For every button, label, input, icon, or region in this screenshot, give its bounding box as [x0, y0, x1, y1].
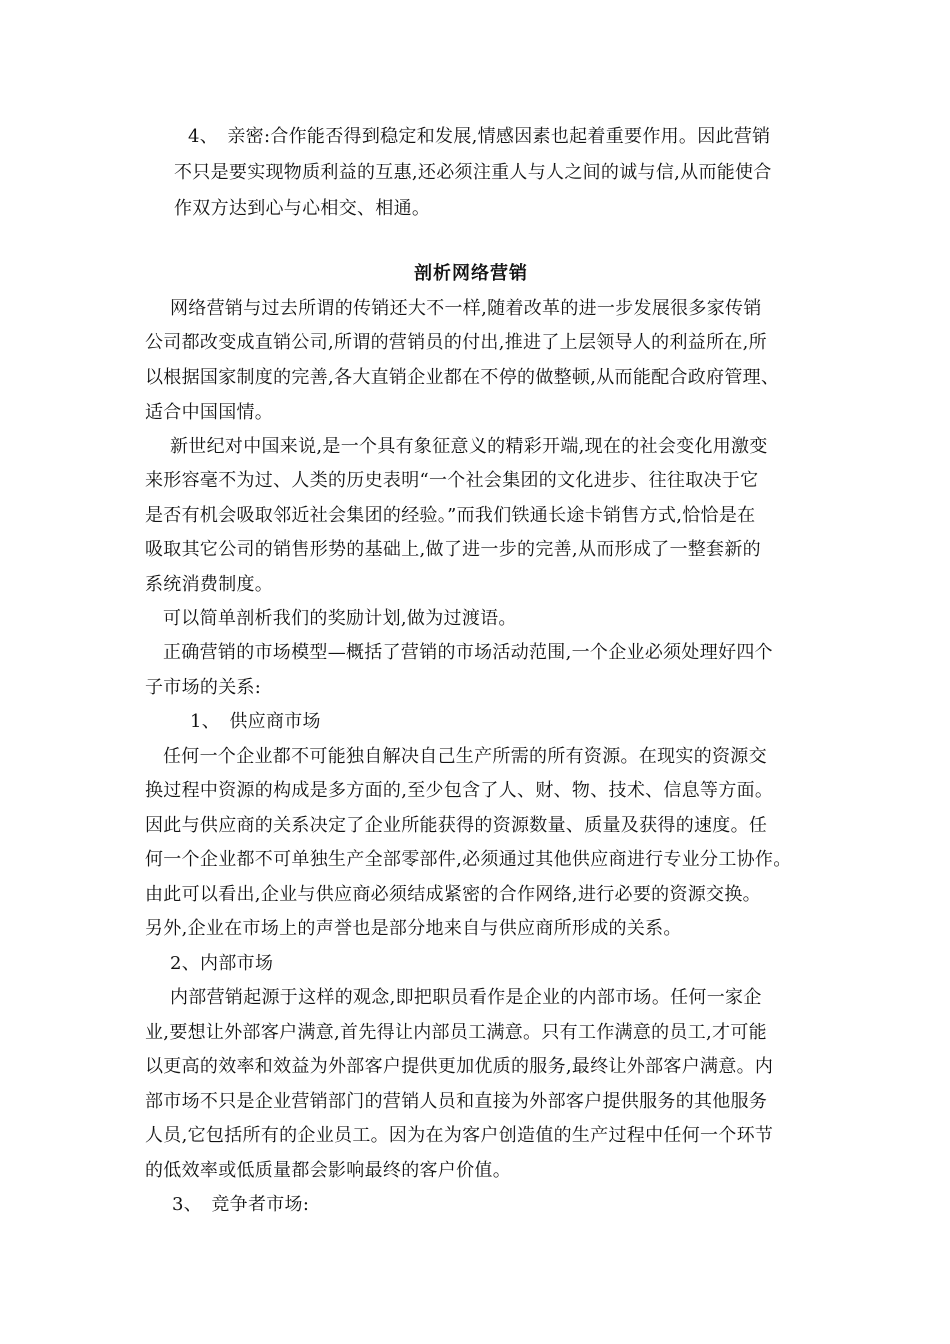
- text-line: 换过程中资源的构成是多方面的,至少包含了人、财、物、技术、信息等方面。: [145, 780, 774, 801]
- text-line: 作双方达到心与心相交、相通。: [174, 198, 431, 219]
- text-line: 另外,企业在市场上的声誉也是部分地来自与供应商所形成的关系。: [145, 918, 682, 939]
- text-line: 以根据国家制度的完善,各大直销企业都在不停的做整顿,从而能配合政府管理、: [145, 367, 780, 388]
- text-line: 是否有机会吸取邻近社会集团的经验。”而我们铁通长途卡销售方式,恰恰是在: [145, 505, 756, 526]
- heading-competitor-market: 3、 竞争者市场:: [172, 1194, 310, 1215]
- text-line: 适合中国国情。: [145, 402, 274, 423]
- text-line: 系统消费制度。: [145, 574, 274, 595]
- text-line: 网络营销与过去所谓的传销还大不一样,随着改革的进一步发展很多家传销: [170, 298, 762, 319]
- text-line: 内部营销起源于这样的观念,即把职员看作是企业的内部市场。任何一家企: [170, 987, 762, 1008]
- text-line: 公司都改变成直销公司,所谓的营销员的付出,推进了上层领导人的利益所在,所: [145, 332, 767, 353]
- text-line: 任何一个企业都不可能独自解决自己生产所需的所有资源。在现实的资源交: [163, 746, 767, 767]
- section-title: 剖析网络营销: [414, 263, 528, 284]
- text-line: 正确营销的市场模型—概括了营销的市场活动范围,一个企业必须处理好四个: [163, 642, 773, 663]
- text-line: 子市场的关系:: [145, 677, 262, 698]
- text-line: 4、 亲密:合作能否得到稳定和发展,情感因素也起着重要作用。因此营销: [188, 126, 771, 147]
- text-line: 可以简单剖析我们的奖励计划,做为过渡语。: [163, 608, 517, 629]
- heading-internal-market: 2、内部市场: [170, 953, 274, 974]
- text-line: 吸取其它公司的销售形势的基础上,做了进一步的完善,从而形成了一整套新的: [145, 539, 761, 560]
- text-line: 人员,它包括所有的企业员工。因为在为客户创造值的生产过程中任何一个环节: [145, 1125, 774, 1146]
- text-line: 不只是要实现物质利益的互惠,还必须注重人与人之间的诚与信,从而能使合: [174, 162, 772, 183]
- heading-supplier-market: 1、 供应商市场: [190, 711, 321, 732]
- text-line: 业,要想让外部客户满意,首先得让内部员工满意。只有工作满意的员工,才可能: [145, 1022, 767, 1043]
- text-line: 的低效率或低质量都会影响最终的客户价值。: [145, 1160, 511, 1181]
- text-line: 由此可以看出,企业与供应商必须结成紧密的合作网络,进行必要的资源交换。: [145, 884, 761, 905]
- text-line: 来形容毫不为过、人类的历史表明“一个社会集团的文化进步、往往取决于它: [145, 470, 759, 491]
- text-line: 以更高的效率和效益为外部客户提供更加优质的服务,最终让外部客户满意。内: [145, 1056, 774, 1077]
- text-line: 因此与供应商的关系决定了企业所能获得的资源数量、质量及获得的速度。任: [145, 815, 768, 836]
- text-line: 新世纪对中国来说,是一个具有象征意义的精彩开端,现在的社会变化用激变: [170, 436, 768, 457]
- text-line: 部市场不只是企业营销部门的营销人员和直接为外部客户提供服务的其他服务: [145, 1091, 768, 1112]
- text-line: 何一个企业都不可单独生产全部零部件,必须通过其他供应商进行专业分工协作。: [145, 849, 792, 870]
